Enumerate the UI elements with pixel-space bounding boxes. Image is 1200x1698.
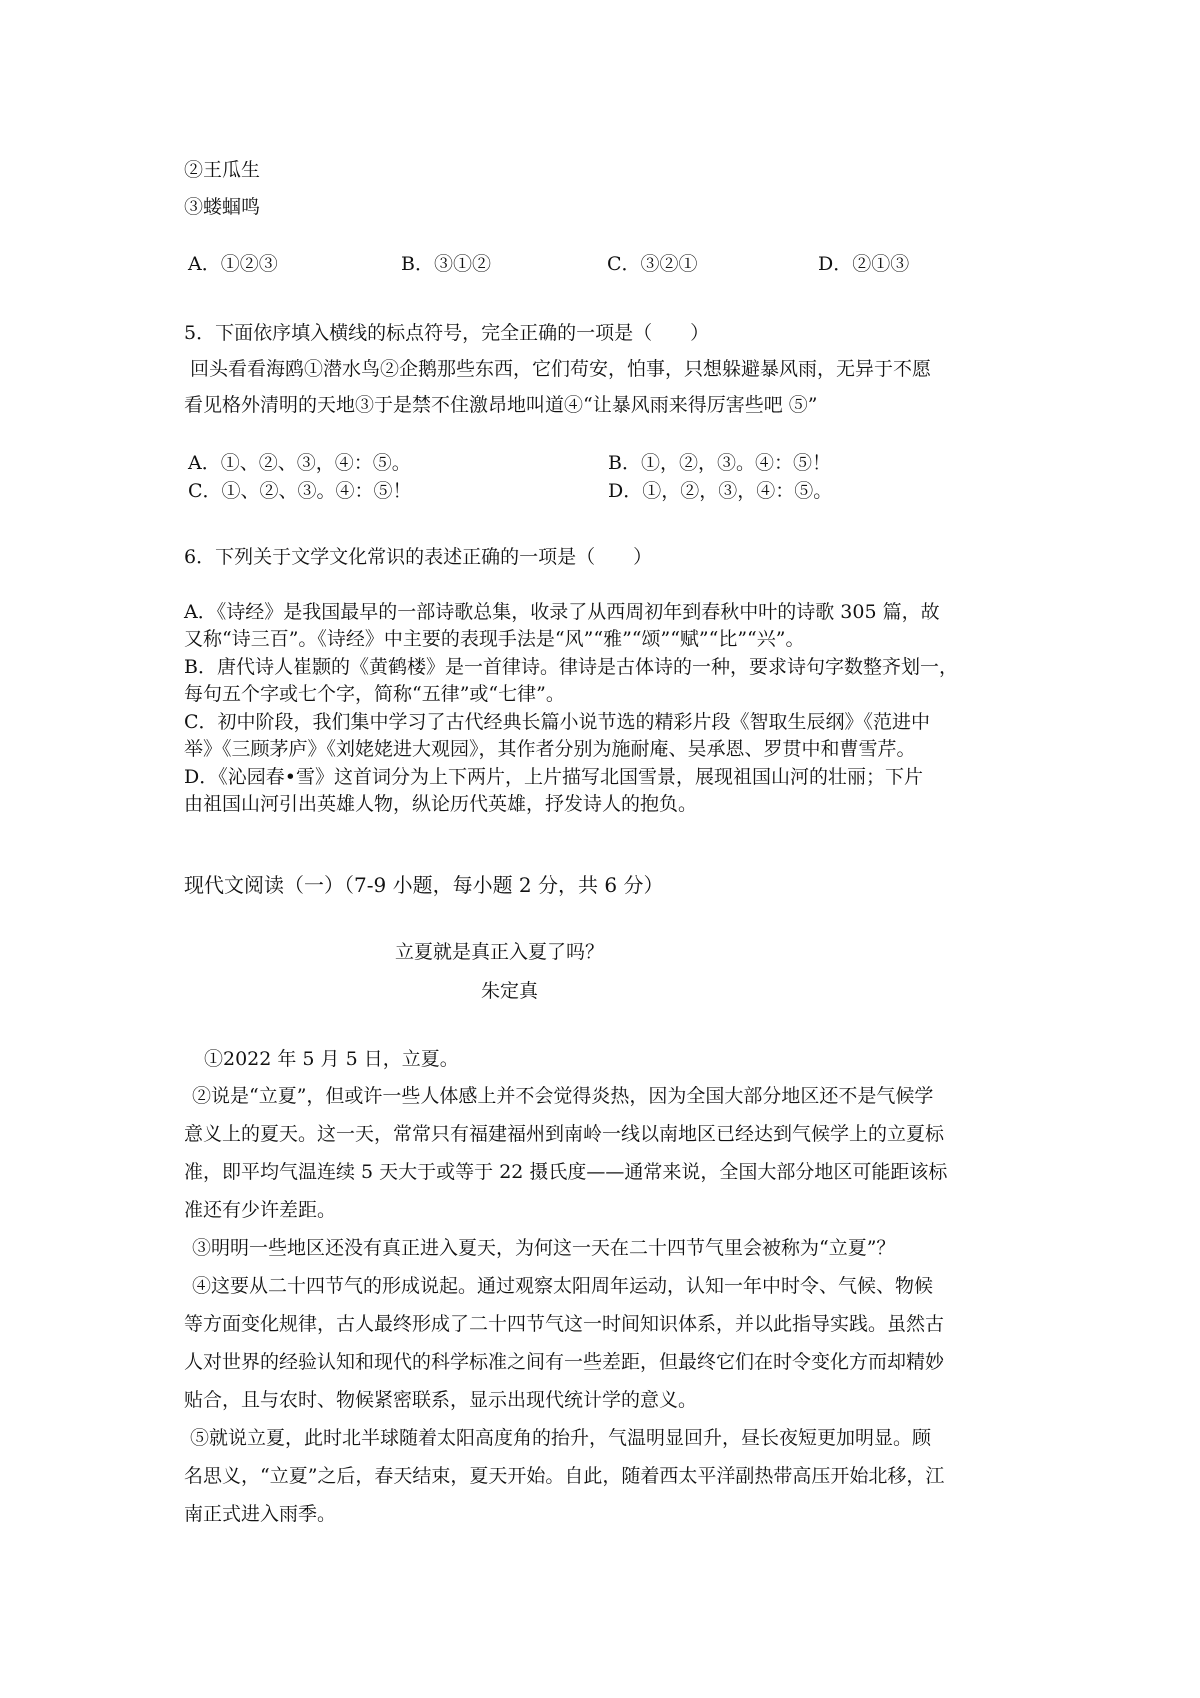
- article-title: 立夏就是真正入夏了吗？: [395, 941, 605, 963]
- q6-option-c-line-1: C．初中阶段，我们集中学习了古代经典长篇小说节选的精彩片段《智取生辰纲》《范进中: [184, 711, 931, 733]
- q4-option-b: B．③①②: [401, 253, 491, 275]
- q6-option-d-line-1: D．《沁园春•雪》这首词分为上下两片，上片描写北国雪景，展现祖国山河的壮丽；下片: [184, 766, 923, 788]
- q5-passage-line-1: 回头看看海鸥①潜水鸟②企鹅那些东西，它们苟安，怕事，只想躲避暴风雨，无异于不愿: [190, 358, 932, 380]
- q6-stem: 6．下列关于文学文化常识的表述正确的一项是（ ）: [184, 546, 653, 568]
- paragraph-4-line-1: ④这要从二十四节气的形成说起。通过观察太阳周年运动，认知一年中时令、气候、物候: [192, 1275, 934, 1297]
- q5-option-a: A．①、②、③，④：⑤。: [188, 452, 411, 474]
- q5-stem: 5．下面依序填入横线的标点符号，完全正确的一项是（ ）: [184, 322, 710, 344]
- paragraph-3: ③明明一些地区还没有真正进入夏天，为何这一天在二十四节气里会被称为“立夏”？: [192, 1237, 896, 1259]
- q4-option-a: A．①②③: [188, 253, 278, 275]
- paragraph-5-line-3: 南正式进入雨季。: [184, 1503, 337, 1525]
- paragraph-4-line-2: 等方面变化规律，古人最终形成了二十四节气这一时间知识体系，并以此指导实践。虽然古: [184, 1313, 945, 1335]
- article-author: 朱定真: [481, 980, 539, 1002]
- paragraph-5-line-2: 名思义，“立夏”之后，春天结束，夏天开始。自此，随着西太平洋副热带高压开始北移，江: [184, 1465, 945, 1487]
- q6-option-b-line-2: 每句五个字或七个字，简称“五律”或“七律”。: [184, 683, 565, 705]
- paragraph-2-line-4: 准还有少许差距。: [184, 1199, 337, 1221]
- q5-passage-line-2: 看见格外清明的天地③于是禁不住激昂地叫道④“让暴风雨来得厉害些吧 ⑤”: [184, 394, 818, 416]
- paragraph-1: ①2022 年 5 月 5 日，立夏。: [204, 1048, 459, 1070]
- q4-option-c: C．③②①: [607, 253, 698, 275]
- q6-option-c-line-2: 举》《三顾茅庐》《刘姥姥进大观园》，其作者分别为施耐庵、吴承恩、罗贯中和曹雪芹。: [184, 738, 916, 760]
- q5-option-b: B．①，②，③。④：⑤！: [608, 452, 831, 474]
- q6-option-d-line-2: 由祖国山河引出英雄人物，纵论历代英雄，抒发诗人的抱负。: [184, 793, 698, 815]
- paragraph-2-line-3: 准，即平均气温连续 5 天大于或等于 22 摄氏度——通常来说，全国大部分地区可能距该标: [184, 1161, 948, 1183]
- paragraph-5-line-1: ⑤就说立夏，此时北半球随着太阳高度角的抬升，气温明显回升，昼长夜短更加明显。顾: [190, 1427, 932, 1449]
- paragraph-2-line-2: 意义上的夏天。这一天，常常只有福建福州到南岭一线以南地区已经达到气候学上的立夏标: [184, 1123, 945, 1145]
- paragraph-4-line-3: 人对世界的经验认知和现代的科学标准之间有一些差距，但最终它们在时令变化方而却精妙: [184, 1351, 945, 1373]
- paragraph-2-line-1: ②说是“立夏”，但或许一些人体感上并不会觉得炎热，因为全国大部分地区还不是气候学: [192, 1085, 934, 1107]
- q5-option-d: D．①，②，③，④：⑤。: [608, 480, 833, 502]
- q4-item-2: ②王瓜生: [184, 159, 261, 181]
- reading-section-title: 现代文阅读（一）（7-9 小题，每小题 2 分，共 6 分）: [184, 873, 664, 897]
- q6-option-a-line-1: A．《诗经》是我国最早的一部诗歌总集，收录了从西周初年到春秋中叶的诗歌 305 篇，故: [184, 601, 940, 623]
- q4-item-3: ③蝼蝈鸣: [184, 196, 261, 218]
- q5-option-c: C．①、②、③。④：⑤！: [188, 480, 412, 502]
- q6-option-a-line-2: 又称“诗三百”。《诗经》中主要的表现手法是“风”“雅”“颂”“赋”“比”“兴”。: [184, 628, 805, 650]
- paragraph-4-line-4: 贴合，且与农时、物候紧密联系，显示出现代统计学的意义。: [184, 1389, 698, 1411]
- q4-option-d: D．②①③: [818, 253, 910, 275]
- q6-option-b-line-1: B．唐代诗人崔颢的《黄鹤楼》是一首律诗。律诗是古体诗的一种，要求诗句字数整齐划一，: [184, 656, 958, 678]
